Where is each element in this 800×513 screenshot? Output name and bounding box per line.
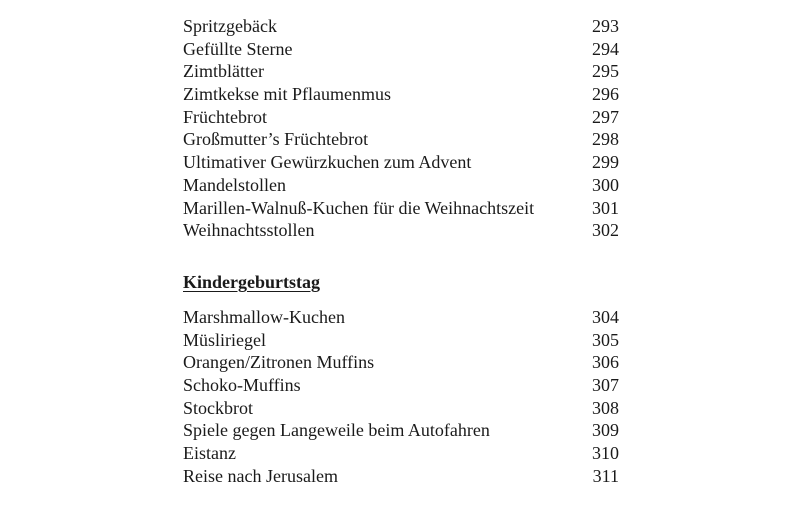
toc-entry <box>183 442 623 465</box>
toc-entry <box>183 197 623 220</box>
toc-entry <box>183 106 623 129</box>
toc-entry-page: 299 <box>592 152 619 173</box>
toc-entry-page: 304 <box>592 307 619 327</box>
toc-entry-title: Müsliriegel <box>183 329 266 350</box>
toc-entry-title: Großmutter’s Früchtebrot <box>183 129 369 150</box>
toc-entry-title: Ultimativer Gewürzkuchen zum Advent <box>183 152 472 173</box>
toc-entry-title: Reise nach Jerusalem <box>183 465 338 486</box>
toc-entry <box>183 174 623 197</box>
toc-entry <box>183 60 623 83</box>
toc-entry-page: 297 <box>592 106 619 127</box>
toc-entry <box>183 397 623 420</box>
toc-entry-title: Spritzgebäck <box>183 16 277 36</box>
section-heading: Kindergeburtstag <box>183 272 320 292</box>
toc-entry-title: Gefüllte Sterne <box>183 38 293 59</box>
toc-entry <box>183 351 623 374</box>
toc-entry <box>183 374 623 397</box>
toc-entry-page: 295 <box>592 61 619 82</box>
toc-entry-title: Mandelstollen <box>183 174 286 195</box>
toc-entry <box>183 151 623 174</box>
toc-entry <box>183 38 623 61</box>
toc-entry-page: 308 <box>592 397 619 418</box>
toc-entry-page: 296 <box>592 84 619 105</box>
toc-entry-page: 298 <box>592 129 619 150</box>
toc-entry <box>183 15 623 38</box>
toc-entry-title: Zimtkekse mit Pflaumenmus <box>183 84 391 105</box>
toc-entry-title: Schoko-Muffins <box>183 375 301 396</box>
toc-entry-title: Marillen-Walnuß-Kuchen für die Weihnachtszeit <box>183 197 535 218</box>
toc-entry-title: Marshmallow-Kuchen <box>183 307 345 327</box>
toc-entry-title: Stockbrot <box>183 397 253 418</box>
toc-entry-page: 302 <box>592 220 619 241</box>
toc-entry <box>183 128 623 151</box>
toc-entry <box>183 83 623 106</box>
toc-entry-page: 306 <box>592 352 619 373</box>
toc-entry <box>183 219 623 242</box>
toc-entry <box>183 306 623 329</box>
toc-list-christmas <box>183 15 623 242</box>
toc-entry-page: 300 <box>592 174 619 195</box>
toc-entry-page: 311 <box>592 465 619 486</box>
toc-entry-page: 294 <box>592 38 619 59</box>
toc-entry-title: Früchtebrot <box>183 106 267 127</box>
toc-entry <box>183 419 623 442</box>
toc-entry-title: Weihnachtsstollen <box>183 220 315 241</box>
toc-entry-page: 309 <box>592 420 619 441</box>
toc-entry-page: 301 <box>592 197 619 218</box>
toc-entry <box>183 329 623 352</box>
toc-entry-title: Eistanz <box>183 443 236 464</box>
toc-entry-page: 293 <box>592 16 619 36</box>
toc-entry-title: Zimtblätter <box>183 61 264 82</box>
toc-entry <box>183 465 623 488</box>
toc-entry-page: 310 <box>592 443 619 464</box>
toc-entry-title: Spiele gegen Langeweile beim Autofahren <box>183 420 490 441</box>
toc-list-kids-birthday <box>183 306 623 488</box>
toc-entry-page: 305 <box>592 329 619 350</box>
toc-entry-title: Orangen/Zitronen Muffins <box>183 352 375 373</box>
toc-entry-page: 307 <box>592 375 619 396</box>
